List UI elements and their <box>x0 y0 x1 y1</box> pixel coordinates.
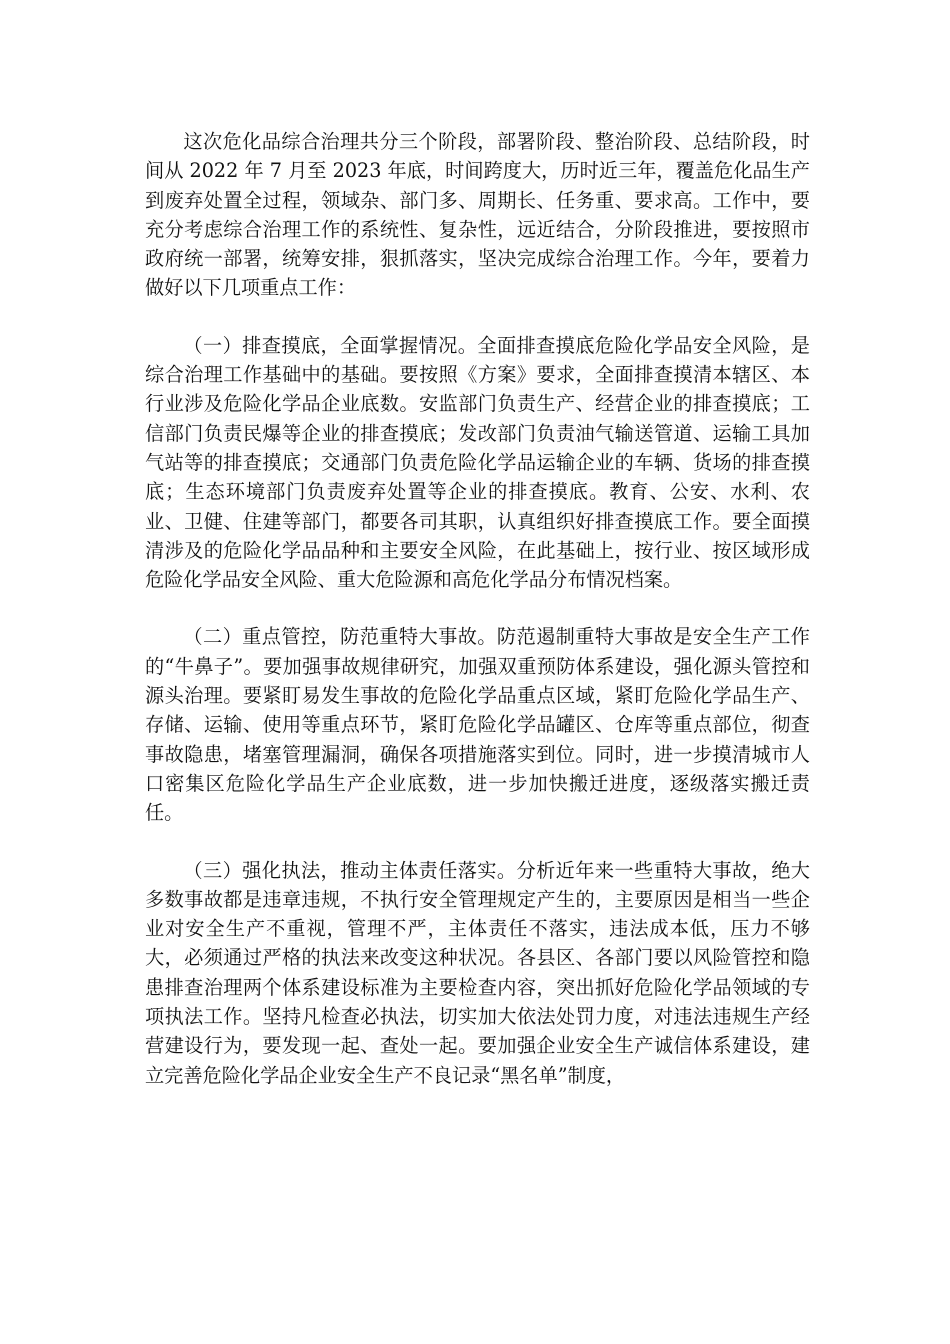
paragraph-intro: 这次危化品综合治理共分三个阶段，部署阶段、整治阶段、总结阶段，时间从 2022 年 7 月至 2023 年底，时间跨度大，历时近三年，覆盖危化品生产到废弃处置全过程，领域杂、部门多、周期长、任务重、要求高。工作中，要充分考虑综合治理工作的系统性、复杂性，远近结合，分阶段推进，要按照市政府统一部署，统筹安排，狠抓落实，坚决完成综合治理工作。今年，要着力做好以下几项重点工作： <box>145 130 810 300</box>
paragraph-section-1: （一）排查摸底，全面掌握情况。全面排查摸底危险化学品安全风险，是综合治理工作基础中的基础。要按照《方案》要求，全面排查摸清本辖区、本行业涉及危险化学品企业底数。安监部门负责生产、经营企业的排查摸底；工信部门负责民爆等企业的排查摸底；发改部门负责油气输送管道、运输工具加气站等的排查摸底；交通部门负责危险化学品运输企业的车辆、货场的排查摸底；生态环境部门负责废弃处置等企业的排查摸底。教育、公安、水利、农业、卫健、住建等部门，都要各司其职，认真组织好排查摸底工作。要全面摸清涉及的危险化学品品种和主要安全风险，在此基础上，按行业、按区域形成危险化学品安全风险、重大危险源和高危化学品分布情况档案。 <box>145 333 810 592</box>
paragraph-section-3: （三）强化执法，推动主体责任落实。分析近年来一些重特大事故，绝大多数事故都是违章违规，不执行安全管理规定产生的，主要原因是相当一些企业对安全生产不重视，管理不严，主体责任不落实，违法成本低，压力不够大，必须通过严格的执法来改变这种状况。各县区、各部门要以风险管控和隐患排查治理两个体系建设标准为主要检查内容，突出抓好危险化学品领域的专项执法工作。坚持凡检查必执法，切实加大依法处罚力度，对违法违规生产经营建设行为，要发现一起、查处一起。要加强企业安全生产诚信体系建设，建立完善危险化学品企业安全生产不良记录“黑名单”制度， <box>145 858 810 1087</box>
paragraph-section-2: （二）重点管控，防范重特大事故。防范遏制重特大事故是安全生产工作的“牛鼻子”。要加强事故规律研究，加强双重预防体系建设，强化源头管控和源头治理。要紧盯易发生事故的危险化学品重点区域，紧盯危险化学品生产、存储、运输、使用等重点环节，紧盯危险化学品罐区、仓库等重点部位，彻查事故隐患，堵塞管理漏洞，确保各项措施落实到位。同时，进一步摸清城市人口密集区危险化学品生产企业底数，进一步加快搬迁进度，逐级落实搬迁责任。 <box>145 625 810 825</box>
document-body <box>145 127 810 1090</box>
